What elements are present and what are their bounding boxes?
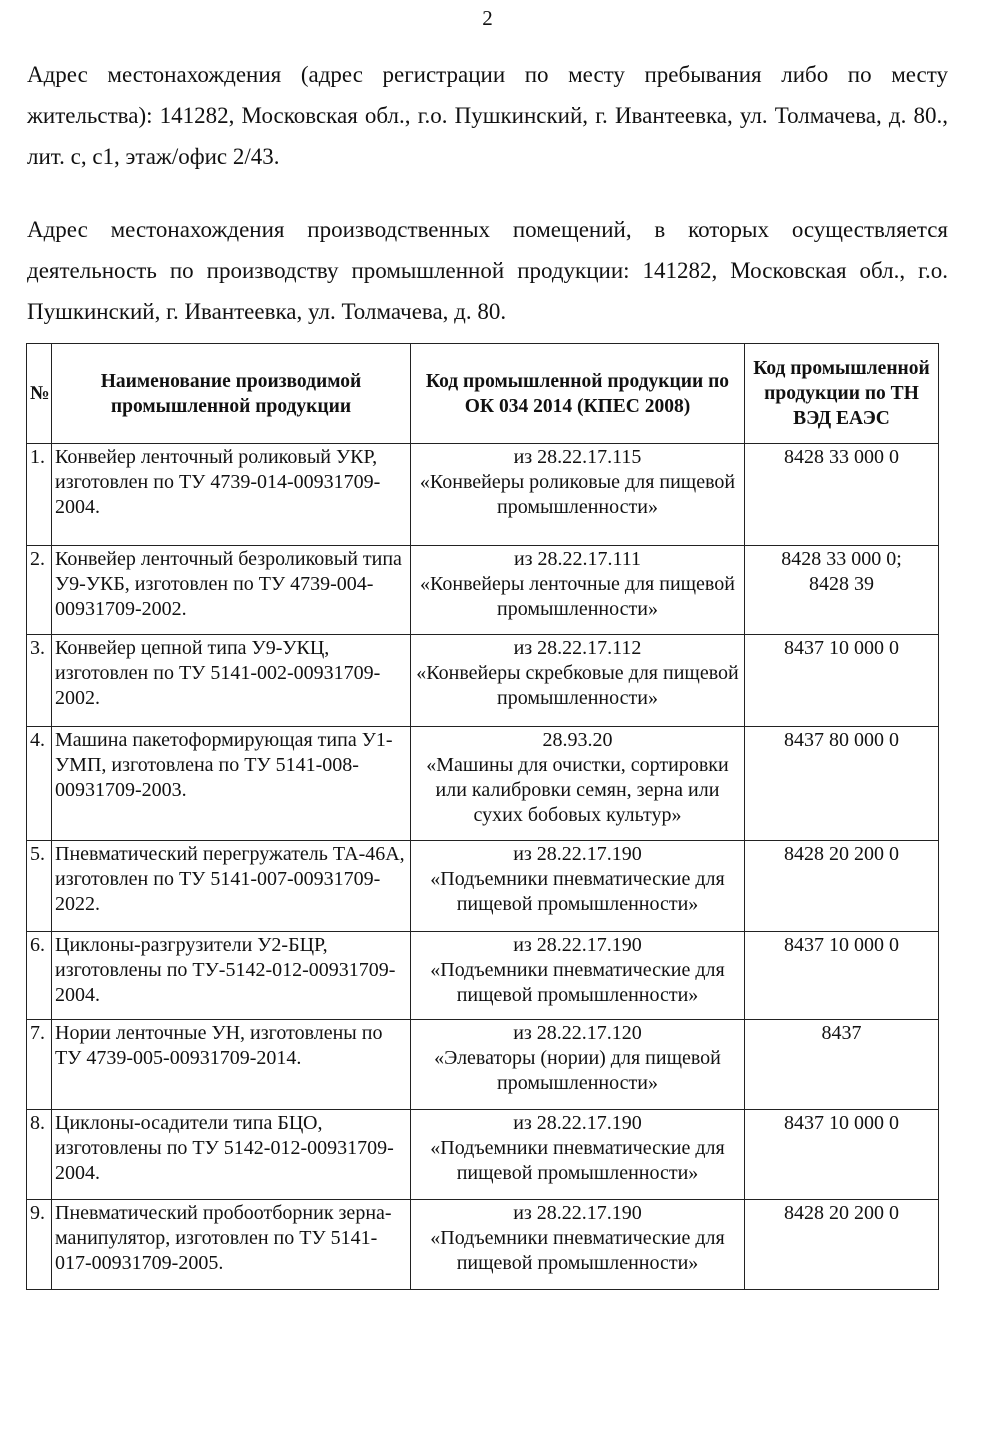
okpd-code: из 28.22.17.190 [513, 934, 642, 956]
okpd-code: из 28.22.17.112 [513, 637, 642, 659]
okpd-cell [411, 727, 745, 841]
row-number: 7. [27, 1020, 52, 1110]
okpd-code: из 28.22.17.190 [513, 843, 642, 865]
table-header-row [27, 344, 939, 444]
header-product-name: Наименование производимой промышленной продукции [52, 344, 411, 444]
row-number: 8. [27, 1110, 52, 1200]
table-row [27, 932, 939, 1020]
product-name: Циклоны-разгрузители У2-БЦР, изготовлены по ТУ-5142-012-00931709-2004. [52, 932, 411, 1020]
row-number: 3. [27, 635, 52, 727]
product-name: Пневматический перегружатель ТА-46А, изготовлен по ТУ 5141-007-00931709-2022. [52, 841, 411, 932]
okpd-code: из 28.22.17.120 [513, 1022, 642, 1044]
page-number: 2 [482, 6, 493, 30]
tnved-code: 8437 [821, 1022, 862, 1044]
okpd-description: «Подъемники пневматические для пищевой промышленности» [430, 868, 725, 915]
tnved-code: 8428 39 [809, 573, 874, 595]
table-row [27, 841, 939, 932]
okpd-code: из 28.22.17.190 [513, 1202, 642, 1224]
okpd-description: «Конвейеры ленточные для пищевой промышленности» [420, 573, 735, 620]
tnved-code: 8428 20 200 0 [784, 1202, 899, 1224]
okpd-cell [411, 635, 745, 727]
row-number: 2. [27, 546, 52, 635]
row-number: 6. [27, 932, 52, 1020]
tnved-code: 8428 33 000 0; [781, 548, 902, 570]
okpd-description: «Подъемники пневматические для пищевой промышленности» [430, 1137, 725, 1184]
product-name: Конвейер ленточный роликовый УКР, изготовлен по ТУ 4739-014-00931709-2004. [52, 444, 411, 546]
tnved-code: 8437 80 000 0 [784, 729, 899, 751]
products-table [26, 343, 939, 1290]
product-name: Циклоны-осадители типа БЦО, изготовлены по ТУ 5142-012-00931709-2004. [52, 1110, 411, 1200]
tnved-code: 8428 20 200 0 [784, 843, 899, 865]
table-row [27, 635, 939, 727]
row-number: 1. [27, 444, 52, 546]
header-okpd-code: Код промышленной продукции по ОК 034 2014 (КПЕС 2008) [411, 344, 745, 444]
table-row [27, 727, 939, 841]
tnved-cell [745, 727, 939, 841]
tnved-code: 8437 10 000 0 [784, 637, 899, 659]
tnved-cell [745, 1200, 939, 1290]
okpd-description: «Подъемники пневматические для пищевой промышленности» [430, 959, 725, 1006]
okpd-cell [411, 1020, 745, 1110]
okpd-cell [411, 546, 745, 635]
tnved-cell [745, 635, 939, 727]
tnved-cell [745, 1020, 939, 1110]
header-tnved-code: Код промышленной продукции по ТН ВЭД ЕАЭС [745, 344, 939, 444]
okpd-code: из 28.22.17.190 [513, 1112, 642, 1134]
tnved-cell [745, 932, 939, 1020]
okpd-cell [411, 1110, 745, 1200]
okpd-cell [411, 932, 745, 1020]
okpd-cell [411, 444, 745, 546]
row-number: 4. [27, 727, 52, 841]
okpd-description: «Элеваторы (нории) для пищевой промышленности» [434, 1047, 721, 1094]
tnved-cell [745, 444, 939, 546]
okpd-description: «Машины для очистки, сортировки или калибровки семян, зерна или сухих бобовых культур» [426, 754, 729, 826]
header-number: № [27, 344, 52, 444]
tnved-code: 8437 10 000 0 [784, 1112, 899, 1134]
row-number: 9. [27, 1200, 52, 1290]
product-name: Пневматический пробоотборник зерна-манипулятор, изготовлен по ТУ 5141-017-00931709-2005. [52, 1200, 411, 1290]
production-address-paragraph: Адрес местонахождения производственных помещений, в которых осуществляется деятельность по производству промышленной продукции: 141282, Московская обл., г.о. Пушкинский, г. Ивантеевка, ул. Толмачева, д. 80. [27, 217, 948, 324]
registration-address-paragraph: Адрес местонахождения (адрес регистрации по месту пребывания либо по месту жительства): 141282, Московская обл., г.о. Пушкинский, г. Ивантеевка, ул. Толмачева, д. 80., лит. с, с1, этаж/офис 2/43. [27, 62, 948, 169]
tnved-cell [745, 546, 939, 635]
okpd-code: из 28.22.17.115 [513, 446, 642, 468]
row-number: 5. [27, 841, 52, 932]
product-name: Конвейер цепной типа У9-УКЦ, изготовлен по ТУ 5141-002-00931709-2002. [52, 635, 411, 727]
table-row [27, 444, 939, 546]
product-name: Конвейер ленточный безроликовый типа У9-УКБ, изготовлен по ТУ 4739-004-00931709-2002. [52, 546, 411, 635]
okpd-code: из 28.22.17.111 [513, 548, 642, 570]
table-row [27, 546, 939, 635]
table-row [27, 1020, 939, 1110]
tnved-code: 8428 33 000 0 [784, 446, 899, 468]
tnved-cell [745, 841, 939, 932]
okpd-cell [411, 841, 745, 932]
okpd-cell [411, 1200, 745, 1290]
table-row [27, 1200, 939, 1290]
table-row [27, 1110, 939, 1200]
okpd-description: «Конвейеры скребковые для пищевой промышленности» [416, 662, 739, 709]
okpd-code: 28.93.20 [542, 729, 613, 751]
product-name: Машина пакетоформирующая типа У1-УМП, изготовлена по ТУ 5141-008-00931709-2003. [52, 727, 411, 841]
tnved-cell [745, 1110, 939, 1200]
okpd-description: «Конвейеры роликовые для пищевой промышленности» [419, 471, 736, 518]
product-name: Нории ленточные УН, изготовлены по ТУ 4739-005-00931709-2014. [52, 1020, 411, 1110]
tnved-code: 8437 10 000 0 [784, 934, 899, 956]
okpd-description: «Подъемники пневматические для пищевой промышленности» [430, 1227, 725, 1274]
